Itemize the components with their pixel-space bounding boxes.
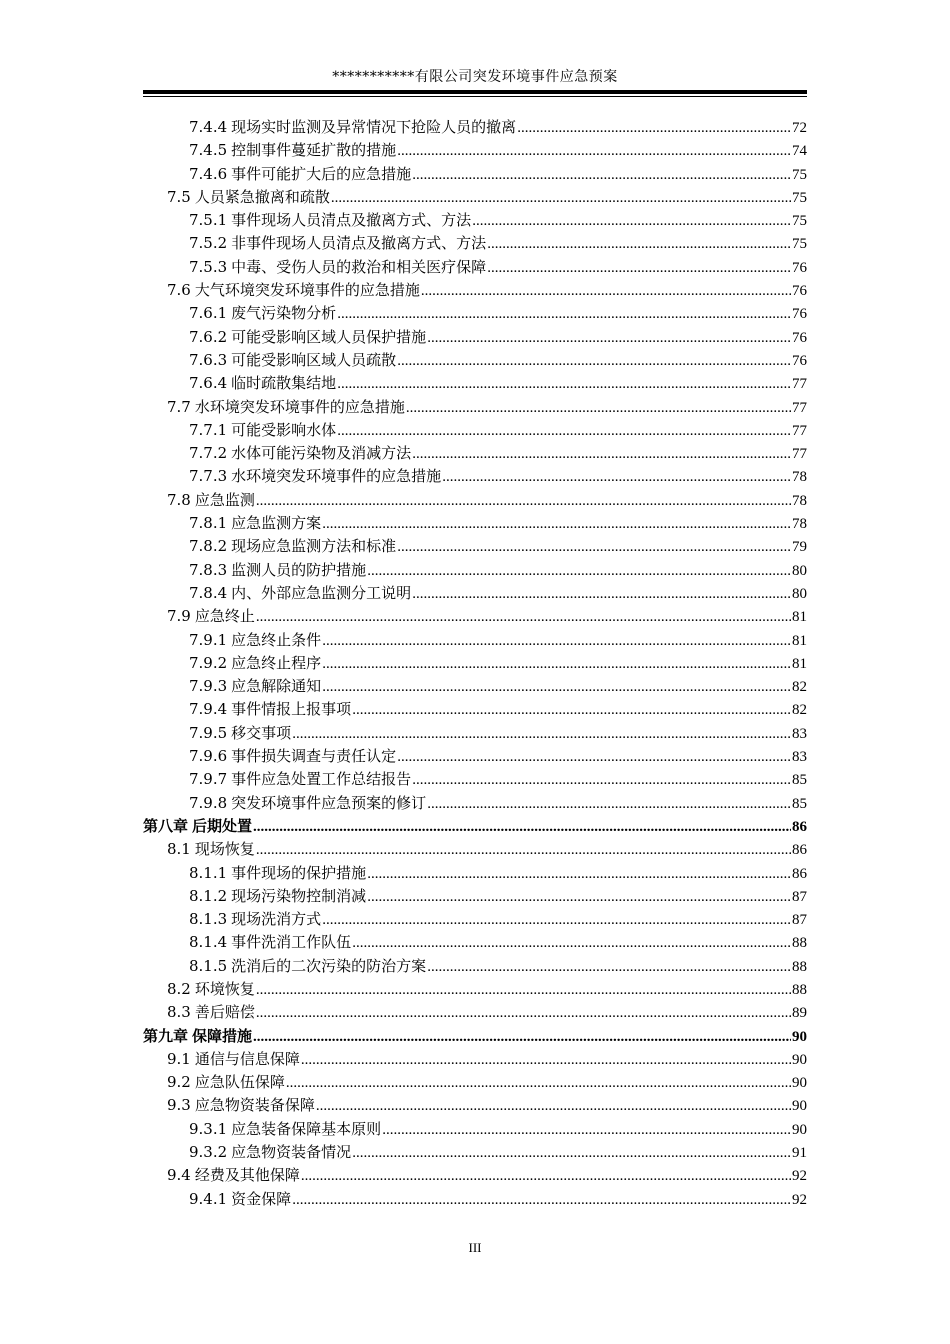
toc-entry-page: 74 — [792, 143, 807, 160]
toc-entry[interactable] — [143, 302, 807, 325]
toc-dot-leader — [331, 187, 791, 210]
toc-entry-number: 7.8 — [167, 490, 191, 509]
toc-entry-number: 8.1.5 — [189, 956, 228, 975]
toc-dot-leader — [256, 606, 791, 629]
toc-entry-number: 7.7.1 — [189, 420, 228, 439]
toc-entry-title: 事件洗消工作队伍 — [231, 933, 352, 952]
toc-entry-title: 事件损失调查与责任认定 — [231, 747, 397, 766]
toc-entry-page: 88 — [792, 935, 807, 952]
toc-entry-number: 9.4.1 — [189, 1189, 228, 1208]
toc-entry[interactable] — [143, 209, 807, 232]
toc-entry-title: 人员紧急撤离和疏散 — [194, 187, 330, 206]
toc-entry-page: 75 — [792, 166, 807, 183]
toc-entry-page: 88 — [792, 981, 807, 998]
toc-entry-title: 应急装备保障基本原则 — [231, 1119, 382, 1138]
toc-entry[interactable] — [143, 535, 807, 558]
toc-dot-leader — [412, 583, 791, 606]
toc-entry[interactable] — [143, 139, 807, 162]
toc-entry-page: 77 — [792, 422, 807, 439]
toc-entry[interactable] — [143, 326, 807, 349]
toc-entry[interactable] — [143, 908, 807, 931]
toc-entry[interactable] — [143, 885, 807, 908]
toc-entry[interactable] — [143, 1188, 807, 1211]
toc-entry-title: 应急解除通知 — [231, 677, 322, 696]
toc-entry[interactable] — [143, 768, 807, 791]
toc-dot-leader — [487, 257, 791, 280]
toc-entry-title: 事件情报上报事项 — [231, 700, 352, 719]
toc-entry-title: 废气污染物分析 — [231, 304, 337, 323]
toc-entry-page: 90 — [792, 1075, 807, 1092]
toc-entry-title: 资金保障 — [231, 1189, 292, 1208]
toc-entry-number: 8.3 — [167, 1003, 191, 1022]
toc-entry-page: 75 — [792, 189, 807, 206]
toc-entry-page: 82 — [792, 702, 807, 719]
header-rule-thick — [143, 90, 807, 94]
toc-dot-leader — [256, 1002, 791, 1025]
toc-entry-page: 78 — [792, 492, 807, 509]
toc-entry-page: 89 — [792, 1005, 807, 1022]
toc-entry-title: 应急终止 — [194, 607, 255, 626]
toc-entry-number: 7.6.4 — [189, 374, 228, 393]
toc-entry-page: 90 — [792, 1121, 807, 1138]
toc-dot-leader — [256, 979, 791, 1002]
toc-dot-leader — [322, 909, 791, 932]
toc-entry-number: 7.5.3 — [189, 257, 228, 276]
toc-entry-number: 7.6 — [167, 281, 191, 300]
toc-entry[interactable] — [143, 698, 807, 721]
toc-entry-page: 87 — [792, 912, 807, 929]
toc-entry-number: 7.6.2 — [189, 327, 228, 346]
toc-entry-title: 监测人员的防护措施 — [231, 560, 367, 579]
toc-entry-title: 现场应急监测方法和标准 — [231, 537, 397, 556]
toc-entry-title: 应急终止程序 — [231, 653, 322, 672]
toc-entry[interactable] — [143, 186, 807, 209]
toc-entry-page: 86 — [792, 842, 807, 859]
toc-entry-number: 7.5.1 — [189, 211, 228, 230]
toc-entry-title: 大气环境突发环境事件的应急措施 — [194, 281, 420, 300]
toc-entry[interactable] — [143, 512, 807, 535]
toc-entry-number: 第九章 — [143, 1026, 189, 1045]
toc-entry[interactable] — [143, 652, 807, 675]
toc-dot-leader — [322, 513, 791, 536]
toc-entry-title: 事件现场人员清点及撤离方式、方法 — [231, 211, 472, 230]
toc-dot-leader — [397, 350, 791, 373]
toc-dot-leader — [382, 1119, 791, 1142]
toc-entry[interactable] — [143, 349, 807, 372]
toc-dot-leader — [427, 956, 791, 979]
toc-entry-title: 事件现场的保护措施 — [231, 863, 367, 882]
toc-entry-page: 90 — [792, 1098, 807, 1115]
toc-entry-page: 75 — [792, 236, 807, 253]
toc-dot-leader — [337, 420, 791, 443]
toc-entry-number: 7.8.2 — [189, 537, 228, 556]
toc-entry-page: 78 — [792, 516, 807, 533]
toc-entry[interactable] — [143, 722, 807, 745]
toc-dot-leader — [367, 863, 791, 886]
toc-entry[interactable] — [143, 978, 807, 1001]
toc-entry-number: 7.6.3 — [189, 350, 228, 369]
toc-entry-page: 80 — [792, 562, 807, 579]
page-header-title: ***********有限公司突发环境事件应急预案 — [332, 69, 618, 85]
toc-entry-title: 善后赔偿 — [194, 1003, 255, 1022]
toc-entry-page: 82 — [792, 679, 807, 696]
toc-entry-number: 7.7 — [167, 397, 191, 416]
toc-entry[interactable] — [143, 396, 807, 419]
toc-entry[interactable] — [143, 675, 807, 698]
toc-entry-title: 后期处置 — [192, 816, 253, 835]
toc-entry[interactable] — [143, 372, 807, 395]
toc-dot-leader — [352, 699, 791, 722]
toc-entry-title: 水体可能污染物及消减方法 — [231, 444, 412, 463]
toc-entry[interactable] — [143, 605, 807, 628]
toc-dot-leader — [412, 769, 791, 792]
toc-entry-title: 应急物资装备情况 — [231, 1143, 352, 1162]
toc-dot-leader — [397, 140, 791, 163]
toc-entry[interactable] — [143, 232, 807, 255]
toc-entry-title: 现场实时监测及异常情况下抢险人员的撤离 — [231, 118, 517, 136]
toc-entry[interactable] — [143, 838, 807, 861]
toc-entry-title: 中毒、受伤人员的救治和相关医疗保障 — [231, 257, 487, 276]
toc-entry[interactable] — [143, 489, 807, 512]
toc-entry-number: 8.1.1 — [189, 863, 228, 882]
toc-dot-leader — [442, 466, 791, 489]
toc-entry-number: 7.9.8 — [189, 793, 228, 812]
toc-entry-page: 85 — [792, 795, 807, 812]
toc-entry-number: 9.3.1 — [189, 1119, 228, 1138]
toc-entry-page: 81 — [792, 632, 807, 649]
toc-dot-leader — [397, 536, 791, 559]
toc-entry[interactable] — [143, 1118, 807, 1141]
toc-entry[interactable] — [143, 465, 807, 488]
toc-dot-leader — [427, 327, 791, 350]
toc-entry[interactable] — [143, 1025, 807, 1048]
toc-dot-leader — [253, 816, 791, 839]
toc-entry-number: 7.9 — [167, 607, 191, 626]
toc-dot-leader — [472, 210, 791, 233]
toc-entry-page: 90 — [792, 1028, 807, 1045]
toc-entry-number: 7.4.6 — [189, 164, 228, 183]
toc-dot-leader — [253, 1026, 791, 1049]
toc-entry-number: 9.4 — [167, 1166, 191, 1185]
toc-entry-page: 77 — [792, 446, 807, 463]
footer-page-number: III — [468, 1240, 482, 1255]
toc-entry-number: 7.8.1 — [189, 514, 228, 533]
toc-entry-title: 内、外部应急监测分工说明 — [231, 583, 412, 602]
toc-entry-number: 第八章 — [143, 816, 189, 835]
toc-entry-title: 现场污染物控制消减 — [231, 886, 367, 905]
toc-entry-number: 9.3 — [167, 1096, 191, 1115]
toc-entry-title: 经费及其他保障 — [194, 1166, 300, 1185]
toc-dot-leader — [367, 886, 791, 909]
toc-dot-leader — [487, 233, 791, 256]
toc-entry-number: 8.1.2 — [189, 886, 228, 905]
toc-entry-page: 81 — [792, 609, 807, 626]
toc-entry-page: 76 — [792, 283, 807, 300]
toc-entry[interactable] — [143, 419, 807, 442]
toc-entry-number: 7.9.7 — [189, 770, 228, 789]
toc-entry-page: 76 — [792, 352, 807, 369]
toc-entry-number: 7.4.5 — [189, 141, 228, 160]
toc-entry-title: 事件应急处置工作总结报告 — [231, 770, 412, 789]
toc-entry[interactable] — [143, 442, 807, 465]
toc-entry-number: 7.5 — [167, 187, 191, 206]
toc-dot-leader — [421, 280, 791, 303]
toc-entry-page: 86 — [792, 818, 807, 835]
toc-entry-title: 应急监测 — [194, 490, 255, 509]
toc-dot-leader — [256, 839, 791, 862]
toc-entry-title: 应急队伍保障 — [194, 1073, 285, 1092]
toc-entry-number: 8.1.3 — [189, 910, 228, 929]
toc-entry[interactable] — [143, 1001, 807, 1024]
toc-entry[interactable] — [143, 256, 807, 279]
toc-entry-number: 8.2 — [167, 979, 191, 998]
toc-entry-number: 7.5.2 — [189, 234, 228, 253]
toc-dot-leader — [517, 117, 791, 140]
toc-entry-title: 保障措施 — [192, 1026, 253, 1045]
toc-dot-leader — [301, 1165, 791, 1188]
toc-entry[interactable] — [143, 792, 807, 815]
toc-dot-leader — [427, 793, 791, 816]
toc-entry-number: 7.9.5 — [189, 723, 228, 742]
toc-entry-title: 可能受影响区域人员疏散 — [231, 350, 397, 369]
toc-entry-title: 通信与信息保障 — [194, 1049, 300, 1068]
toc-entry-title: 可能受影响区域人员保护措施 — [231, 327, 427, 346]
toc-entry-page: 87 — [792, 888, 807, 905]
toc-entry-page: 83 — [792, 749, 807, 766]
toc-dot-leader — [316, 1095, 791, 1118]
toc-entry-number: 9.1 — [167, 1049, 191, 1068]
toc-entry-page: 85 — [792, 772, 807, 789]
toc-entry-title: 现场洗消方式 — [231, 910, 322, 929]
toc-entry-title: 应急物资装备保障 — [194, 1096, 315, 1115]
toc-entry-title: 事件可能扩大后的应急措施 — [231, 164, 412, 183]
toc-entry-title: 水环境突发环境事件的应急措施 — [231, 467, 442, 486]
toc-dot-leader — [397, 746, 791, 769]
toc-dot-leader — [337, 373, 791, 396]
toc-entry-page: 76 — [792, 259, 807, 276]
toc-dot-leader — [301, 1049, 791, 1072]
toc-entry[interactable] — [143, 1141, 807, 1164]
toc-entry[interactable] — [143, 116, 807, 139]
toc-entry-page: 90 — [792, 1051, 807, 1068]
toc-entry[interactable] — [143, 1071, 807, 1094]
toc-dot-leader — [322, 676, 791, 699]
toc-entry-page: 81 — [792, 655, 807, 672]
toc-entry[interactable] — [143, 745, 807, 768]
toc-dot-leader — [352, 932, 791, 955]
toc-entry-page: 91 — [792, 1145, 807, 1162]
toc-entry[interactable] — [143, 1048, 807, 1071]
toc-entry-title: 应急终止条件 — [231, 630, 322, 649]
toc-dot-leader — [292, 723, 791, 746]
toc-entry[interactable] — [143, 955, 807, 978]
toc-entry-number: 7.7.3 — [189, 467, 228, 486]
toc-entry-number: 7.8.3 — [189, 560, 228, 579]
toc-dot-leader — [412, 164, 791, 187]
toc-entry-title: 应急监测方案 — [231, 514, 322, 533]
toc-entry-page: 76 — [792, 306, 807, 323]
toc-entry-number: 7.6.1 — [189, 304, 228, 323]
toc-entry[interactable] — [143, 163, 807, 186]
toc-dot-leader — [412, 443, 791, 466]
toc-dot-leader — [322, 653, 791, 676]
toc-entry-title: 控制事件蔓延扩散的措施 — [231, 141, 397, 160]
toc-entry-number: 9.2 — [167, 1073, 191, 1092]
table-of-contents — [143, 116, 807, 1211]
toc-entry-title: 可能受影响水体 — [231, 420, 337, 439]
toc-entry-number: 7.9.6 — [189, 747, 228, 766]
toc-entry-page: 77 — [792, 376, 807, 393]
toc-dot-leader — [406, 397, 791, 420]
toc-entry[interactable] — [143, 279, 807, 302]
toc-entry-page: 79 — [792, 539, 807, 556]
toc-dot-leader — [367, 560, 791, 583]
toc-entry-page: 92 — [792, 1191, 807, 1208]
toc-dot-leader — [292, 1189, 791, 1212]
toc-entry[interactable] — [143, 1094, 807, 1117]
toc-entry-number: 7.4.4 — [189, 118, 228, 136]
toc-entry-title: 水环境突发环境事件的应急措施 — [194, 397, 405, 416]
toc-entry-page: 78 — [792, 469, 807, 486]
toc-dot-leader — [322, 630, 791, 653]
toc-entry-page: 92 — [792, 1168, 807, 1185]
toc-entry-number: 8.1 — [167, 840, 191, 859]
toc-entry-page: 88 — [792, 958, 807, 975]
toc-entry-number: 7.8.4 — [189, 583, 228, 602]
toc-entry-number: 7.7.2 — [189, 444, 228, 463]
toc-entry[interactable] — [143, 1164, 807, 1187]
toc-entry-page: 77 — [792, 399, 807, 416]
toc-entry-title: 移交事项 — [231, 723, 292, 742]
toc-entry-number: 7.9.3 — [189, 677, 228, 696]
toc-entry-number: 7.9.1 — [189, 630, 228, 649]
toc-entry-page: 72 — [792, 120, 807, 136]
toc-entry-number: 8.1.4 — [189, 933, 228, 952]
toc-entry-page: 75 — [792, 213, 807, 230]
toc-entry-page: 83 — [792, 725, 807, 742]
toc-dot-leader — [286, 1072, 791, 1095]
toc-entry[interactable] — [143, 582, 807, 605]
toc-entry-page: 86 — [792, 865, 807, 882]
toc-entry-page: 76 — [792, 329, 807, 346]
header-rule-thin — [143, 96, 807, 97]
toc-dot-leader — [352, 1142, 791, 1165]
toc-entry-number: 7.9.4 — [189, 700, 228, 719]
toc-entry[interactable] — [143, 862, 807, 885]
toc-dot-leader — [337, 303, 791, 326]
toc-entry-page: 80 — [792, 585, 807, 602]
toc-entry-number: 7.9.2 — [189, 653, 228, 672]
toc-dot-leader — [256, 490, 791, 513]
toc-entry[interactable] — [143, 815, 807, 838]
toc-entry[interactable] — [143, 931, 807, 954]
toc-entry-title: 洗消后的二次污染的防治方案 — [231, 956, 427, 975]
toc-entry-title: 临时疏散集结地 — [231, 374, 337, 393]
toc-entry-number: 9.3.2 — [189, 1143, 228, 1162]
toc-entry[interactable] — [143, 559, 807, 582]
toc-entry-title: 非事件现场人员清点及撤离方式、方法 — [231, 234, 487, 253]
toc-entry[interactable] — [143, 629, 807, 652]
toc-entry-title: 现场恢复 — [194, 840, 255, 859]
toc-entry-title: 环境恢复 — [194, 979, 255, 998]
toc-entry-title: 突发环境事件应急预案的修订 — [231, 793, 427, 812]
